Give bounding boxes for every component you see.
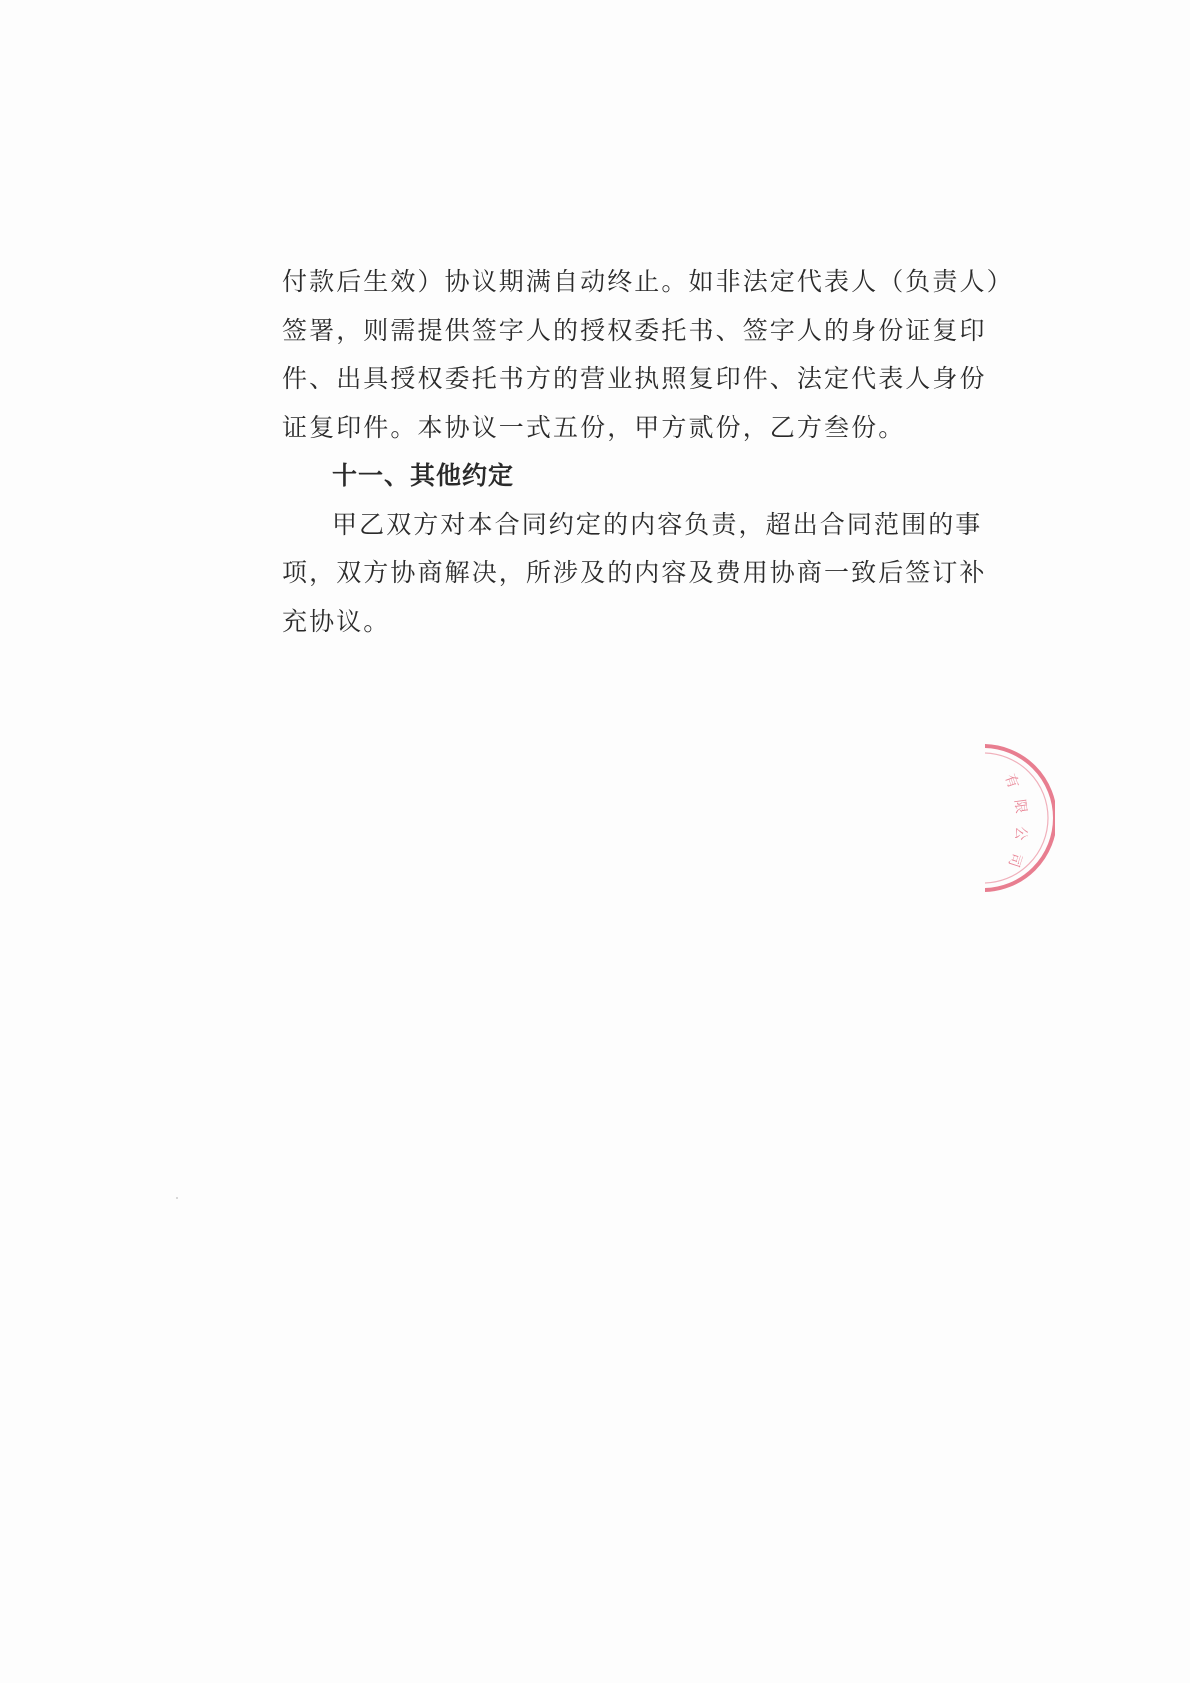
paragraph-line: 项，双方协商解决，所涉及的内容及费用协商一致后签订补: [282, 558, 987, 587]
section-heading: 十一、其他约定: [332, 461, 515, 490]
paragraph-line: 充协议。: [282, 606, 391, 636]
company-seal-icon: [985, 738, 1055, 898]
svg-text:公: 公: [1011, 825, 1029, 841]
document-body: [282, 258, 1014, 646]
paragraph-line: 付款后生效）协议期满自动终止。如非法定代表人（负责人）: [282, 267, 1014, 296]
paragraph-line: 签署，则需提供签字人的授权委托书、签字人的身份证复印: [282, 315, 987, 345]
svg-text:司: 司: [1004, 850, 1025, 870]
svg-text:限: 限: [1011, 798, 1029, 815]
paragraph-line: 证复印件。本协议一式五份，甲方贰份，乙方叁份。: [282, 412, 906, 442]
scan-speck: [176, 1197, 178, 1199]
paragraph-line: 件、出具授权委托书方的营业执照复印件、法定代表人身份: [282, 364, 987, 393]
svg-text:有: 有: [1001, 771, 1022, 791]
paragraph-line: 甲乙双方对本合同约定的内容负责，超出合同范围的事: [332, 509, 983, 539]
